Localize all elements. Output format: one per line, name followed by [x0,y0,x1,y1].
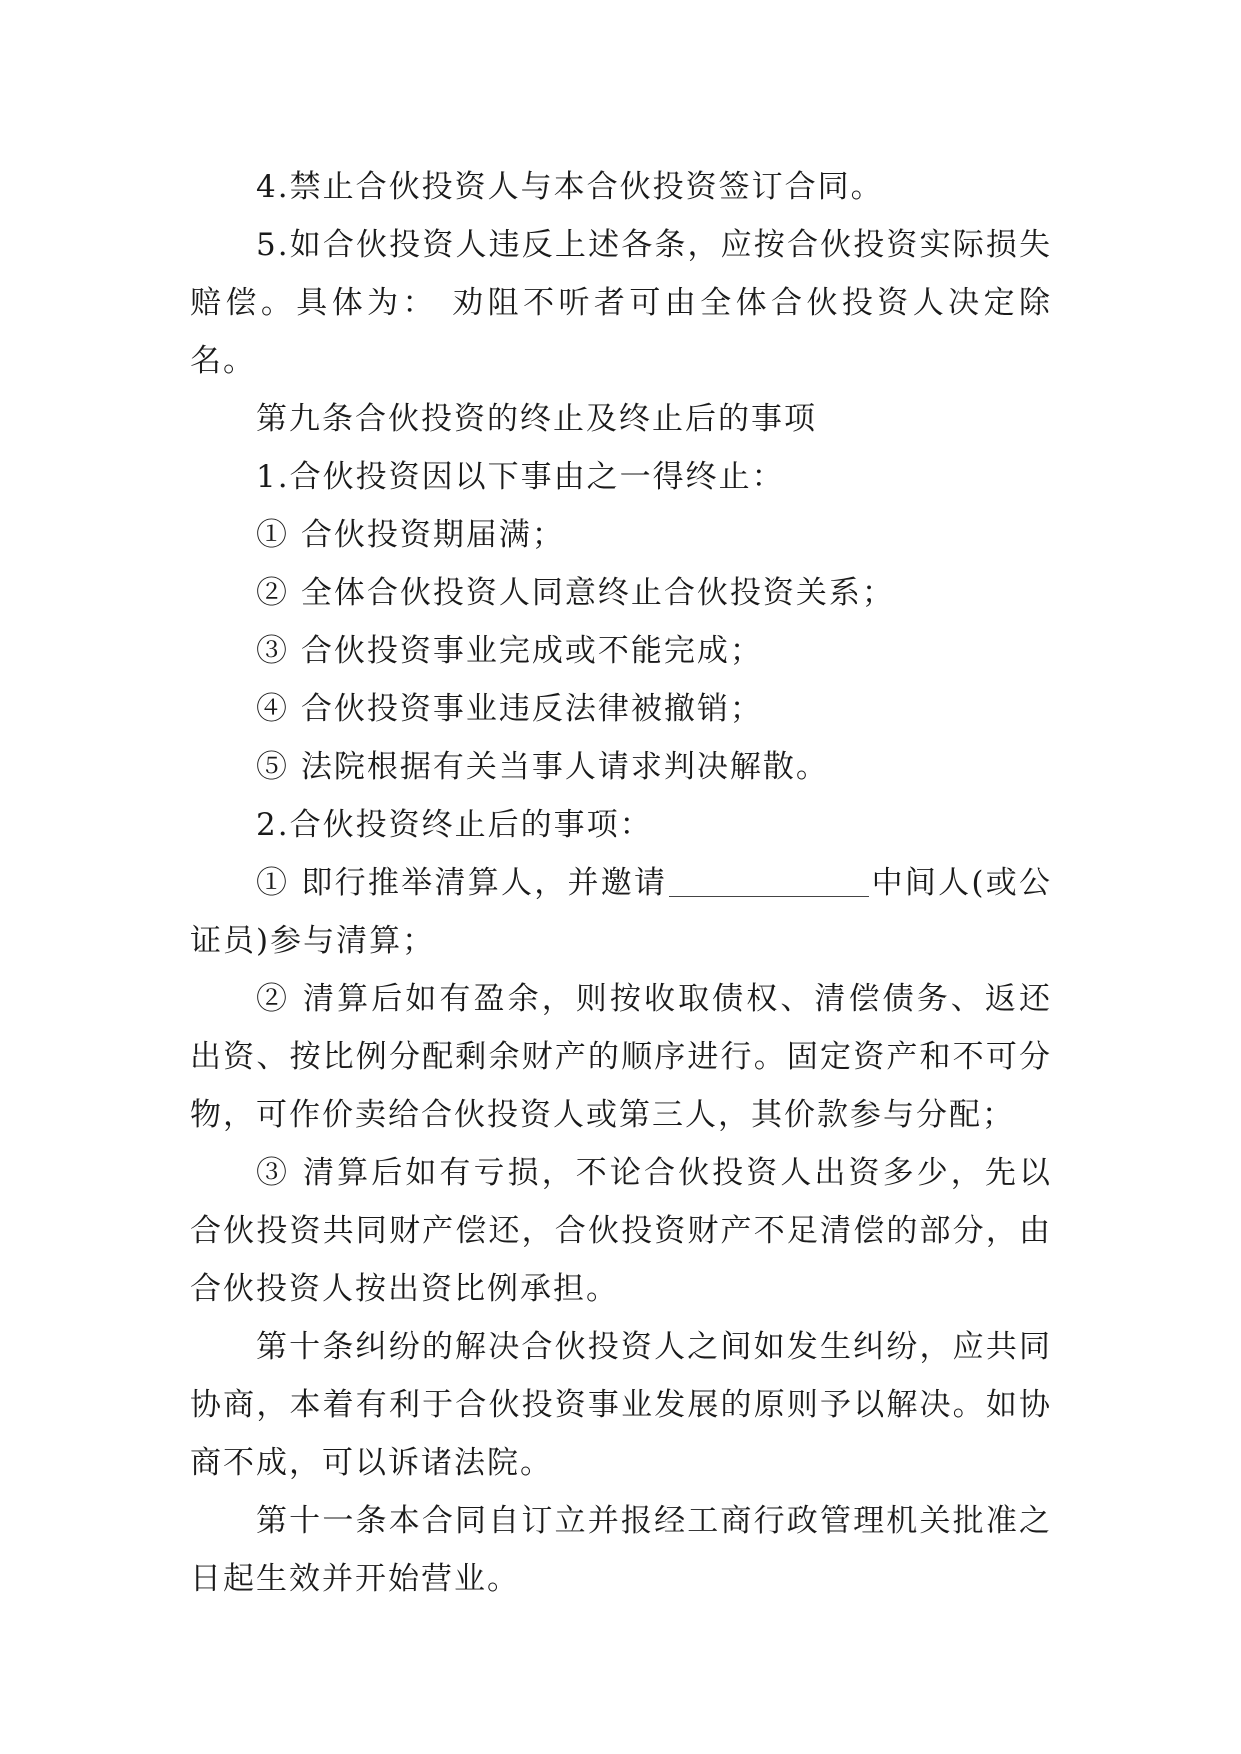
termination-cause-4: ④ 合伙投资事业违反法律被撤销； [256,691,763,727]
fill-in-blank[interactable] [669,864,869,897]
article-11-effective-date: 第十一条本合同自订立并报经工商行政管理机关批准之日起生效并开始营业。 [190,1503,1052,1597]
clause-5-compensation: 5.如合伙投资人违反上述各条，应按合伙投资实际损失赔偿。具体为： 劝阻不听者可由全体合伙投资人决定除名。 [190,227,1052,379]
termination-causes-intro: 1.合伙投资因以下事由之一得终止： [256,459,785,495]
termination-cause-3: ③ 合伙投资事业完成或不能完成； [256,633,763,669]
item-1-before-blank: ① 即行推举清算人，并邀请 [256,865,668,901]
article-9-heading: 第九条合伙投资的终止及终止后的事项 [256,401,817,437]
termination-cause-2: ② 全体合伙投资人同意终止合伙投资关系； [256,575,895,611]
post-termination-intro: 2.合伙投资终止后的事项： [256,807,653,843]
post-termination-item-3: ③ 清算后如有亏损，不论合伙投资人出资多少，先以合伙投资共同财产偿还，合伙投资财产不足清偿的部分，由合伙投资人按出资比例承担。 [190,1155,1052,1307]
clause-4-no-contracts: 4.禁止合伙投资人与本合伙投资签订合同。 [256,169,884,205]
post-termination-item-1 [190,854,1052,970]
termination-cause-1: ① 合伙投资期届满； [256,517,565,553]
article-10-disputes: 第十条纠纷的解决合伙投资人之间如发生纠纷，应共同协商，本着有利于合伙投资事业发展的原则予以解决。如协商不成，可以诉诸法院。 [190,1329,1052,1481]
post-termination-item-2: ② 清算后如有盈余，则按收取债权、清偿债务、返还出资、按比例分配剩余财产的顺序进行。固定资产和不可分物，可作价卖给合伙投资人或第三人，其价款参与分配； [190,981,1052,1133]
item-1-after-blank: 中间人(或公证员)参与清算； [190,865,1052,959]
termination-cause-5: ⑤ 法院根据有关当事人请求判决解散。 [256,749,829,785]
document-body [190,158,1052,1608]
